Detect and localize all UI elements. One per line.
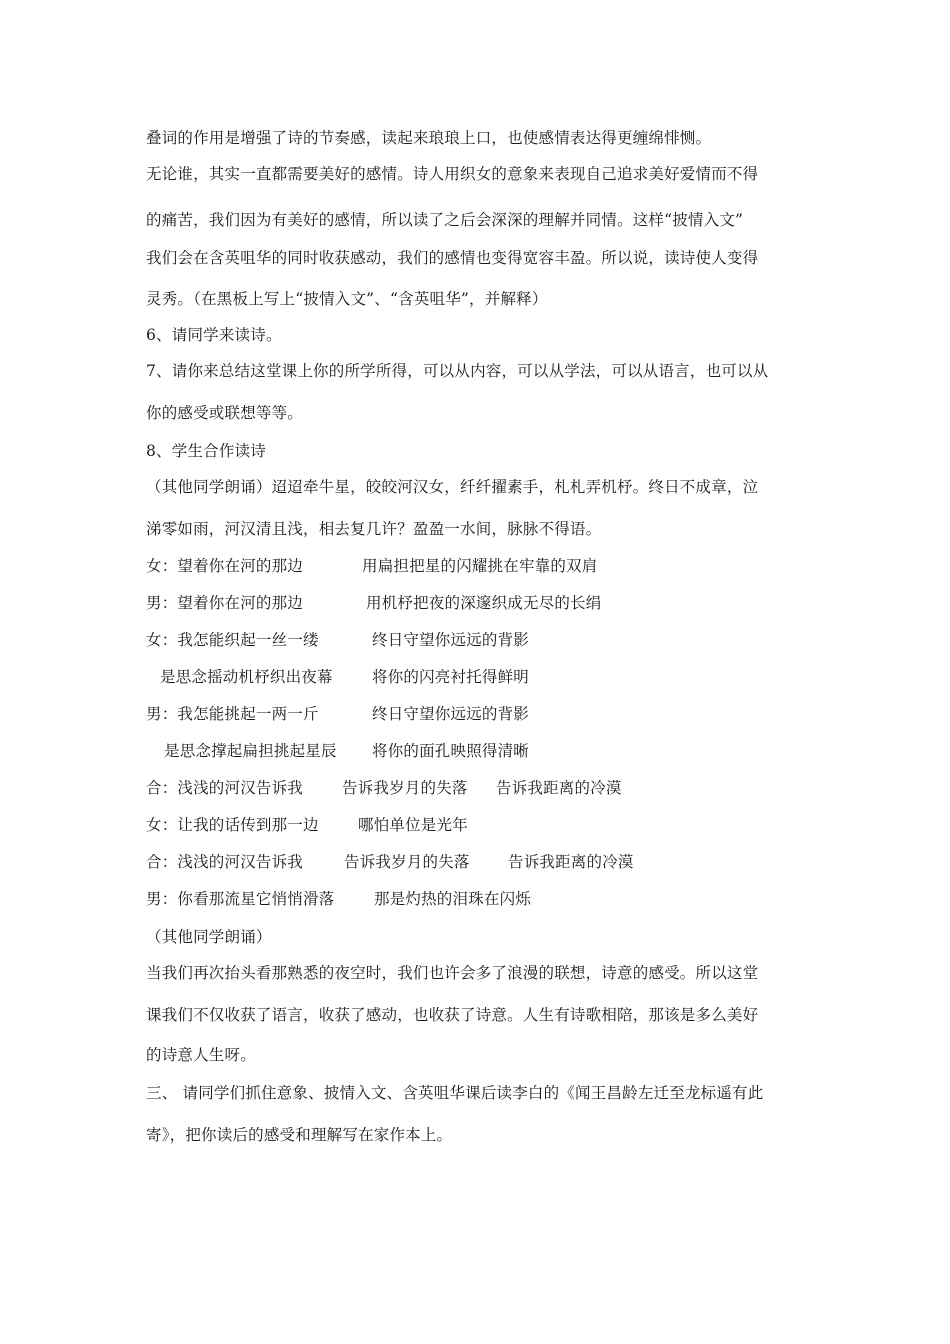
poem-line-part-b: 终日守望你远远的背影 (372, 705, 530, 723)
poem-line-part-a: 女：让我的话传到那一边 (146, 816, 319, 834)
recitation-line-2: 涕零如雨，河汉清且浅，相去复几许？盈盈一水间，脉脉不得语。 (146, 520, 602, 538)
paragraph-feeling-line-3: 我们会在含英咀华的同时收获感动，我们的感情也变得宽容丰盈。所以说，读诗使人变得 (146, 249, 759, 267)
poem-line-part-b: 用机杼把夜的深邃织成无尽的长绢 (366, 594, 602, 612)
paragraph-feeling-line-1: 无论谁，其实一直都需要美好的感情。诗人用织女的意象来表现自己追求美好爱情而不得 (146, 165, 759, 183)
poem-line-part-a: 合：浅浅的河汉告诉我 (146, 779, 304, 797)
poem-line-part-a: 女：望着你在河的那边 (146, 557, 304, 575)
poem-line-part-b: 那是灼热的泪珠在闪烁 (374, 890, 532, 908)
poem-line-part-a: 女：我怎能织起一丝一缕 (146, 631, 319, 649)
paragraph-feeling-line-4: 灵秀。（在黑板上写上“披情入文”、“含英咀华”，并解释） (146, 290, 548, 308)
paragraph-reduplication: 叠词的作用是增强了诗的节奏感，读起来琅琅上口，也使感情表达得更缠绵悱恻。 (146, 129, 712, 147)
item-6: 6、请同学来读诗。 (146, 326, 282, 344)
item-7-line-2: 你的感受或联想等等。 (146, 404, 304, 422)
poem-line-part-b: 终日守望你远远的背影 (372, 631, 530, 649)
poem-line-part-a: 是思念摇动机杼织出夜幕 (160, 668, 333, 686)
others-recite: （其他同学朗诵） (146, 928, 272, 946)
poem-line-part-a: 合：浅浅的河汉告诉我 (146, 853, 304, 871)
poem-line-part-c: 告诉我距离的冷漠 (496, 779, 622, 797)
item-8: 8、学生合作读诗 (146, 442, 266, 460)
poem-line-part-a: 是思念撑起扁担挑起星辰 (164, 742, 337, 760)
poem-line-part-b: 告诉我岁月的失落 (344, 853, 470, 871)
paragraph-poetic-line-1: 当我们再次抬头看那熟悉的夜空时，我们也许会多了浪漫的联想，诗意的感受。所以这堂 (146, 964, 759, 982)
paragraph-feeling-line-2: 的痛苦，我们因为有美好的感情，所以读了之后会深深的理解并同情。这样“披情入文” (146, 211, 744, 229)
poem-line-part-a: 男：望着你在河的那边 (146, 594, 304, 612)
poem-line-part-b: 哪怕单位是光年 (358, 816, 468, 834)
section-3-line-1: 三、 请同学们抓住意象、披情入文、含英咀华课后读李白的《闻王昌龄左迁至龙标遥有此 (146, 1084, 764, 1102)
poem-line-part-b: 将你的面孔映照得清晰 (372, 742, 530, 760)
poem-line-part-b: 告诉我岁月的失落 (342, 779, 468, 797)
poem-line-part-c: 告诉我距离的冷漠 (508, 853, 634, 871)
poem-line-part-b: 将你的闪亮衬托得鲜明 (372, 668, 530, 686)
paragraph-poetic-line-2: 课我们不仅收获了语言，收获了感动，也收获了诗意。人生有诗歌相陪，那该是多么美好 (146, 1006, 759, 1024)
paragraph-poetic-line-3: 的诗意人生呀。 (146, 1046, 256, 1064)
poem-line-part-a: 男：我怎能挑起一两一斤 (146, 705, 319, 723)
section-3-line-2: 寄》，把你读后的感受和理解写在家作本上。 (146, 1126, 453, 1144)
item-7-line-1: 7、请你来总结这堂课上你的所学所得，可以从内容，可以从学法，可以从语言，也可以从 (146, 362, 769, 380)
recitation-line-1: （其他同学朗诵）迢迢牵牛星，皎皎河汉女，纤纤擢素手，札札弄机杼。终日不成章，泣 (146, 478, 759, 496)
poem-line-part-b: 用扁担把星的闪耀挑在牢靠的双肩 (362, 557, 598, 575)
poem-line-part-a: 男：你看那流星它悄悄滑落 (146, 890, 335, 908)
